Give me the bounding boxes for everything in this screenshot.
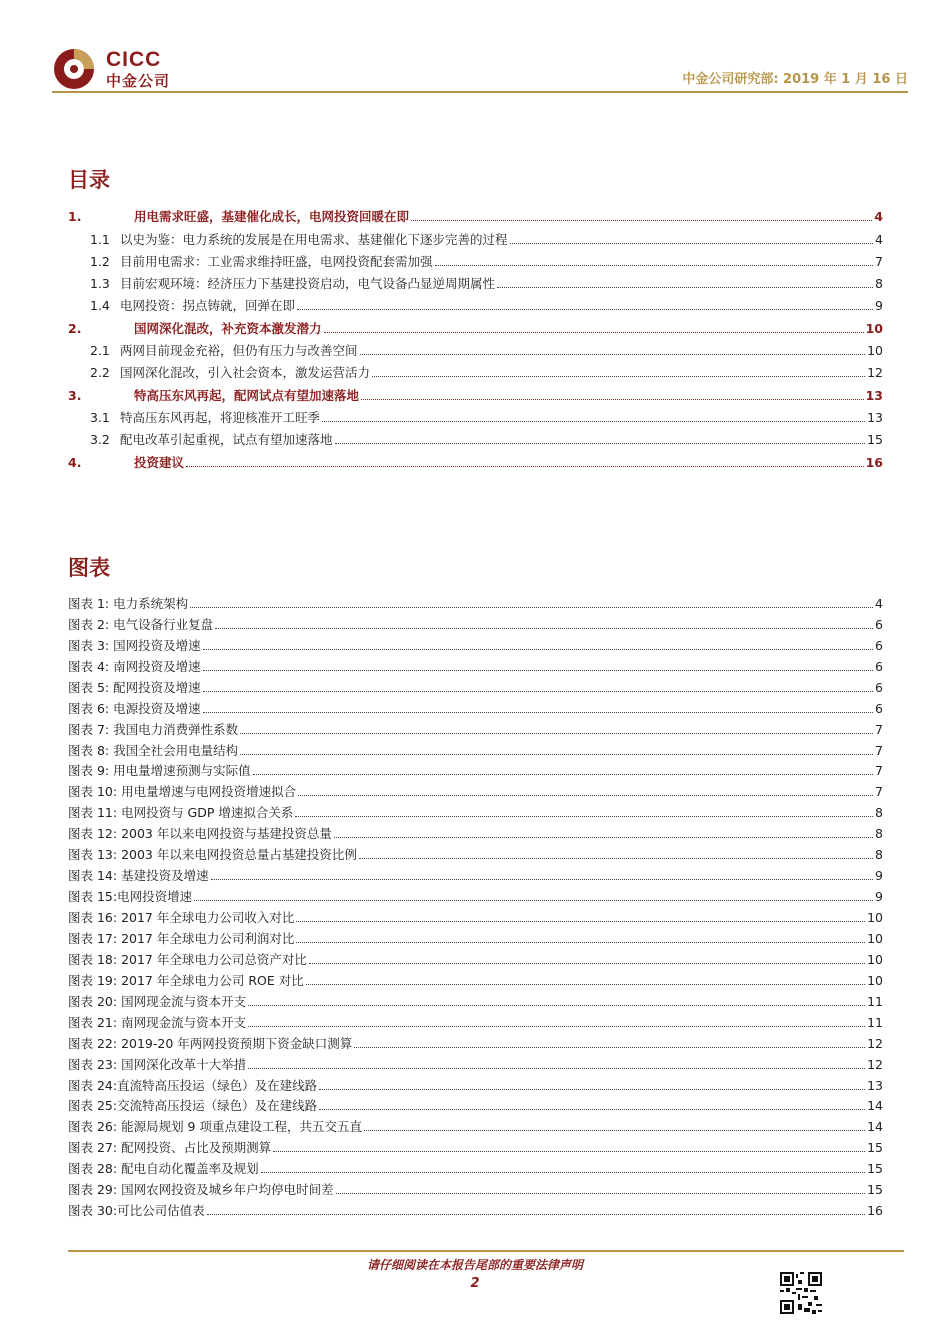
toc-entry-number: 2.2 [90,365,110,381]
figure-entry[interactable] [68,863,883,884]
figure-entry[interactable] [68,591,883,612]
leader-dots [335,443,866,444]
qr-code-icon [780,1272,822,1314]
toc-entry-number: 4. [68,454,82,470]
toc-entry-label: 电网投资：拐点铸就，回弹在即 [120,298,296,314]
figure-entry-label: 图表 14: 基建投资及增速 [68,868,209,884]
leader-dots [309,963,865,964]
leader-dots [319,1109,865,1110]
leader-dots [296,921,865,922]
leader-dots [297,309,873,310]
figure-entry-label: 图表 21: 南网现金流与资本开支 [68,1014,247,1030]
figure-entry-page: 8 [875,805,883,821]
figure-entry-label: 图表 24:直流特高压投运（绿色）及在建线路 [68,1077,318,1093]
figure-entry-label: 图表 19: 2017 年全球电力公司 ROE 对比 [68,972,304,988]
figure-entry[interactable] [68,800,883,821]
toc-entry[interactable] [68,270,883,292]
figure-entry[interactable] [68,968,883,989]
leader-dots [298,795,873,796]
figure-entry-page: 11 [867,1014,883,1030]
figure-entry[interactable] [68,654,883,675]
toc-title: 目录 [68,168,110,192]
figure-entry-label: 图表 23: 国网深化改革十大举措 [68,1056,247,1072]
toc-entry-label: 特高压东风再起，将迎核准开工旺季 [120,409,321,425]
leader-dots [296,942,865,943]
toc-entry-page: 4 [874,209,883,225]
figure-entry-label: 图表 17: 2017 年全球电力公司利润对比 [68,930,295,946]
logo-text-cn: 中金公司 [106,72,171,90]
leader-dots [248,1005,865,1006]
figure-entry-page: 9 [875,868,883,884]
leader-dots [497,287,873,288]
figure-entry[interactable] [68,1135,883,1156]
toc-entry-page: 13 [865,387,883,403]
leader-dots [240,754,873,755]
toc-entry[interactable] [68,225,883,247]
figure-entry-label: 图表 15:电网投资增速 [68,889,193,905]
leader-dots [207,1214,866,1215]
figure-entry-page: 15 [867,1161,883,1177]
figure-entry-page: 10 [867,910,883,925]
figure-entry[interactable] [68,612,883,633]
toc-entry-number: 1.1 [90,231,110,247]
toc-entry-label: 用电需求旺盛，基建催化成长，电网投资回暖在即 [134,209,410,225]
figure-entry[interactable] [68,1031,883,1052]
figure-entry-page: 10 [867,972,883,988]
toc-entry-label: 特高压东风再起，配网试点有望加速落地 [134,387,360,403]
toc-entry-label: 国网深化混改，引入社会资本，激发运营活力 [120,365,371,381]
leader-dots [354,1047,865,1048]
figure-entry-page: 14 [867,1119,883,1135]
page-header [52,40,908,96]
leader-dots [306,984,865,985]
leader-dots [319,1089,865,1090]
footer-divider [68,1250,904,1252]
leader-dots [334,837,873,838]
figure-entry[interactable] [68,738,883,759]
figures-list [68,591,883,1219]
figure-entry-label: 图表 4: 南网投资及增速 [68,658,201,674]
toc-entry-label: 投资建议 [134,454,185,470]
figure-entry-page: 15 [867,1140,883,1156]
leader-dots [322,421,865,422]
figure-entry-label: 图表 11: 电网投资与 GDP 增速拟合关系 [68,805,294,821]
leader-dots [336,1193,866,1194]
logo-text-en: CICC [106,48,162,71]
figure-entry[interactable] [68,696,883,717]
toc-entry-page: 16 [865,454,883,470]
figure-entry-page: 4 [875,595,883,611]
leader-dots [435,265,874,266]
figure-entry-label: 图表 27: 配网投资、占比及预期测算 [68,1140,272,1156]
leader-dots [240,733,873,734]
figure-entry-page: 8 [875,826,883,842]
leader-dots [203,712,873,713]
figure-entry-page: 7 [875,784,883,800]
figure-entry-page: 10 [867,930,883,946]
leader-dots [273,1151,865,1152]
figure-entry-label: 图表 28: 配电自动化覆盖率及规划 [68,1161,259,1177]
legal-notice: 请仔细阅读在本报告尾部的重要法律声明 [366,1258,583,1272]
figure-entry[interactable] [68,842,883,863]
leader-dots [248,1026,865,1027]
toc-entry-label: 以史为鉴：电力系统的发展是在用电需求、基建催化下逐步完善的过程 [120,231,508,247]
figure-entry-page: 9 [875,889,883,905]
leader-dots [211,879,873,880]
figure-entry-page: 7 [875,763,883,779]
figure-entry-page: 12 [867,1056,883,1072]
leader-dots [248,1068,865,1069]
leader-dots [360,354,866,355]
figure-entry-label: 图表 20: 国网现金流与资本开支 [68,993,247,1009]
figure-entry[interactable] [68,926,883,947]
figure-entry[interactable] [68,759,883,780]
figure-entry-label: 图表 18: 2017 年全球电力公司总资产对比 [68,951,307,967]
figure-entry[interactable] [68,1177,883,1198]
leader-dots [372,376,865,377]
figure-entry[interactable] [68,947,883,968]
figure-entry-label: 图表 30:可比公司估值表 [68,1203,205,1219]
figures-title: 图表 [68,556,110,580]
toc-entry-label: 两网目前现金充裕，但仍有压力与改善空间 [120,343,358,359]
figure-entry[interactable] [68,905,883,926]
leader-dots [186,466,864,467]
figure-entry-label: 图表 16: 2017 年全球电力公司收入对比 [68,910,295,925]
figure-entry-page: 6 [875,679,883,695]
figure-entry[interactable] [68,1052,883,1073]
figure-entry[interactable] [68,717,883,738]
figure-entry-label: 图表 22: 2019-20 年两网投资预期下资金缺口测算 [68,1035,353,1051]
figure-entry[interactable] [68,779,883,800]
leader-dots [295,816,873,817]
toc-entry-number: 3. [68,387,82,403]
figure-entry[interactable] [68,1094,883,1115]
toc-entry-page: 10 [867,343,883,359]
leader-dots [510,243,874,244]
figure-entry[interactable] [68,1198,883,1219]
figure-entry-page: 11 [867,993,883,1009]
figure-entry[interactable] [68,1073,883,1094]
toc-entry[interactable] [68,248,883,270]
leader-dots [411,220,872,221]
toc-entry-number: 1.3 [90,276,110,292]
toc-entry-label: 目前用电需求：工业需求维持旺盛，电网投资配套需加强 [120,253,433,269]
figure-entry-label: 图表 2: 电气设备行业复盘 [68,616,214,632]
toc-entry-number: 2.1 [90,343,110,359]
figure-entry-label: 图表 5: 配网投资及增速 [68,679,201,695]
leader-dots [324,332,864,333]
leader-dots [215,628,873,629]
figure-entry-page: 16 [867,1203,883,1219]
toc-entry-page: 9 [875,298,883,314]
leader-dots [203,691,873,692]
leader-dots [194,900,873,901]
figure-entry-page: 15 [867,1182,883,1198]
figure-entry[interactable] [68,675,883,696]
figure-entry-label: 图表 26: 能源局规划 9 项重点建设工程，共五交五直 [68,1119,362,1135]
figure-entry[interactable] [68,1114,883,1135]
toc-entry[interactable] [68,381,883,403]
toc-entry[interactable] [68,314,883,336]
toc-entry-number: 3.2 [90,432,110,448]
figure-entry-label: 图表 8: 我国全社会用电量结构 [68,742,239,758]
figure-entry-page: 6 [875,658,883,674]
toc-entry-label: 配电改革引起重视，试点有望加速落地 [120,432,333,448]
toc-entry-number: 1. [68,209,82,225]
figure-entry-label: 图表 1: 电力系统架构 [68,595,189,611]
leader-dots [253,774,873,775]
toc-list [68,203,883,471]
figure-entry-label: 图表 25:交流特高压投运（绿色）及在建线路 [68,1098,318,1114]
toc-entry-label: 国网深化混改，补充资本激发潜力 [134,320,322,336]
figure-entry-label: 图表 3: 国网投资及增速 [68,637,201,653]
figure-entry-label: 图表 13: 2003 年以来电网投资总量占基建投资比例 [68,847,357,863]
toc-entry[interactable] [68,292,883,314]
figure-entry-page: 14 [867,1098,883,1114]
toc-entry-page: 8 [875,276,883,292]
header-date: 中金公司研究部: 2019 年 1 月 16 日 [682,72,908,87]
figure-entry-label: 图表 9: 用电量增速预测与实际值 [68,763,251,779]
toc-entry[interactable] [68,426,883,448]
toc-entry[interactable] [68,203,883,225]
figure-entry[interactable] [68,989,883,1010]
toc-entry-number: 3.1 [90,409,110,425]
leader-dots [361,399,864,400]
leader-dots [364,1130,865,1131]
leader-dots [190,607,873,608]
figure-entry-page: 12 [867,1035,883,1051]
figure-entry-page: 6 [875,616,883,632]
figure-entry-page: 10 [867,951,883,967]
toc-entry[interactable] [68,448,883,470]
toc-entry-number: 1.2 [90,253,110,269]
figure-entry[interactable] [68,821,883,842]
figure-entry[interactable] [68,1156,883,1177]
leader-dots [203,670,873,671]
figure-entry-label: 图表 12: 2003 年以来电网投资与基建投资总量 [68,826,332,842]
toc-entry-page: 13 [867,409,883,425]
figure-entry[interactable] [68,1010,883,1031]
toc-entry[interactable] [68,404,883,426]
figure-entry-page: 6 [875,700,883,716]
leader-dots [359,858,873,859]
figure-entry-page: 13 [867,1077,883,1093]
toc-entry-page: 15 [867,432,883,448]
figure-entry-label: 图表 10: 用电量增速与电网投资增速拟合 [68,784,297,800]
figure-entry-page: 6 [875,637,883,653]
toc-entry-page: 7 [875,253,883,269]
toc-entry-label: 目前宏观环境：经济压力下基建投资启动，电气设备凸显逆周期属性 [120,276,496,292]
figure-entry-label: 图表 7: 我国电力消费弹性系数 [68,721,239,737]
figure-entry-page: 7 [875,742,883,758]
figure-entry-page: 7 [875,721,883,737]
toc-entry-number: 2. [68,320,82,336]
cicc-logo-icon [52,46,100,92]
figure-entry[interactable] [68,633,883,654]
figure-entry[interactable] [68,884,883,905]
toc-entry[interactable] [68,337,883,359]
figure-entry-label: 图表 29: 国网农网投资及城乡年户均停电时间差 [68,1182,334,1198]
header-divider [52,91,908,93]
toc-entry[interactable] [68,359,883,381]
figure-entry-page: 8 [875,847,883,863]
toc-entry-number: 1.4 [90,298,110,314]
leader-dots [203,649,873,650]
toc-entry-page: 10 [865,320,883,336]
page-number: 2 [470,1276,480,1291]
leader-dots [261,1172,866,1173]
toc-entry-page: 12 [867,365,883,381]
toc-entry-page: 4 [875,231,883,247]
figure-entry-label: 图表 6: 电源投资及增速 [68,700,201,716]
